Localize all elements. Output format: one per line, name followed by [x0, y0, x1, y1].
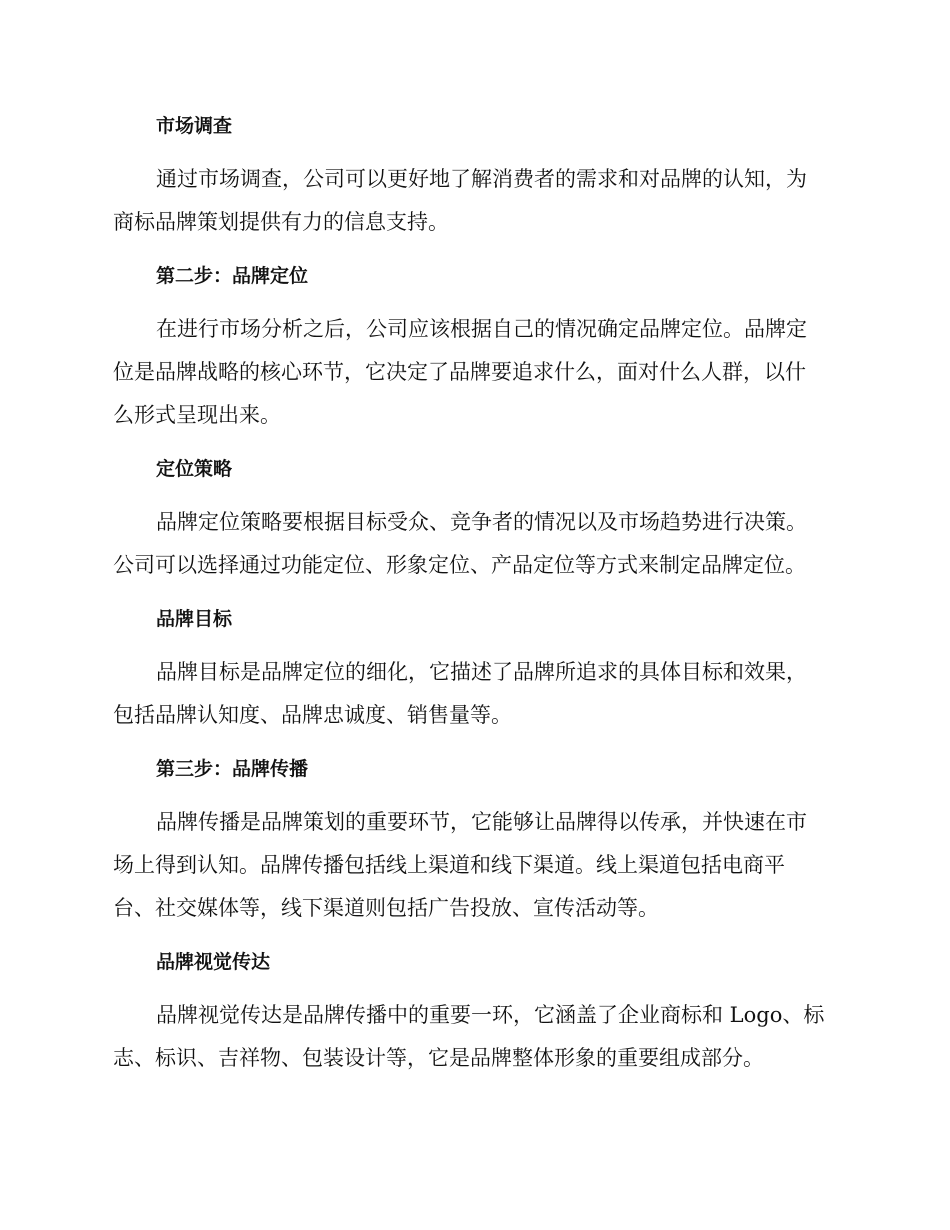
section-paragraph-step-two	[113, 308, 837, 437]
section-heading-step-three: 第三步：品牌传播	[156, 758, 309, 780]
paragraph-line: 位是品牌战略的核心环节，它决定了品牌要追求什么，面对什么人群，以什	[113, 360, 806, 384]
paragraph-line: 品牌传播是品牌策划的重要环节，它能够让品牌得以传承，并快速在市	[156, 810, 807, 834]
section-paragraph-brand-goals	[113, 651, 837, 737]
paragraph-line: 品牌定位策略要根据目标受众、竞争者的情况以及市场趋势进行决策。	[156, 510, 807, 534]
paragraph-line: 公司可以选择通过功能定位、形象定位、产品定位等方式来制定品牌定位。	[113, 553, 806, 577]
paragraph-line: 么形式呈现出来。	[113, 403, 281, 427]
paragraph-line: 在进行市场分析之后，公司应该根据自己的情况确定品牌定位。品牌定	[156, 317, 807, 341]
section-heading-positioning-strategy: 定位策略	[156, 458, 233, 480]
paragraph-line: 品牌视觉传达是品牌传播中的重要一环，它涵盖了企业商标和 Logo、标	[156, 1003, 825, 1027]
section-paragraph-step-three	[113, 801, 837, 930]
paragraph-line: 场上得到认知。品牌传播包括线上渠道和线下渠道。线上渠道包括电商平	[113, 853, 785, 877]
paragraph-line: 商标品牌策划提供有力的信息支持。	[113, 210, 449, 234]
paragraph-line: 台、社交媒体等，线下渠道则包括广告投放、宣传活动等。	[113, 896, 659, 920]
section-heading-step-two: 第二步：品牌定位	[156, 265, 309, 287]
paragraph-line: 包括品牌认知度、品牌忠诚度、销售量等。	[113, 703, 512, 727]
section-paragraph-visual-communication	[113, 994, 837, 1080]
paragraph-line: 通过市场调查，公司可以更好地了解消费者的需求和对品牌的认知，为	[156, 167, 807, 191]
section-paragraph-positioning-strategy	[113, 501, 837, 587]
paragraph-line: 品牌目标是品牌定位的细化，它描述了品牌所追求的具体目标和效果，	[156, 660, 807, 684]
section-heading-brand-goals: 品牌目标	[156, 608, 233, 630]
section-heading-visual-communication: 品牌视觉传达	[156, 951, 271, 973]
section-paragraph-market-research	[113, 158, 837, 244]
section-heading-market-research: 市场调查	[156, 115, 233, 137]
document-page	[113, 106, 837, 1080]
paragraph-line: 志、标识、吉祥物、包装设计等，它是品牌整体形象的重要组成部分。	[113, 1046, 764, 1070]
